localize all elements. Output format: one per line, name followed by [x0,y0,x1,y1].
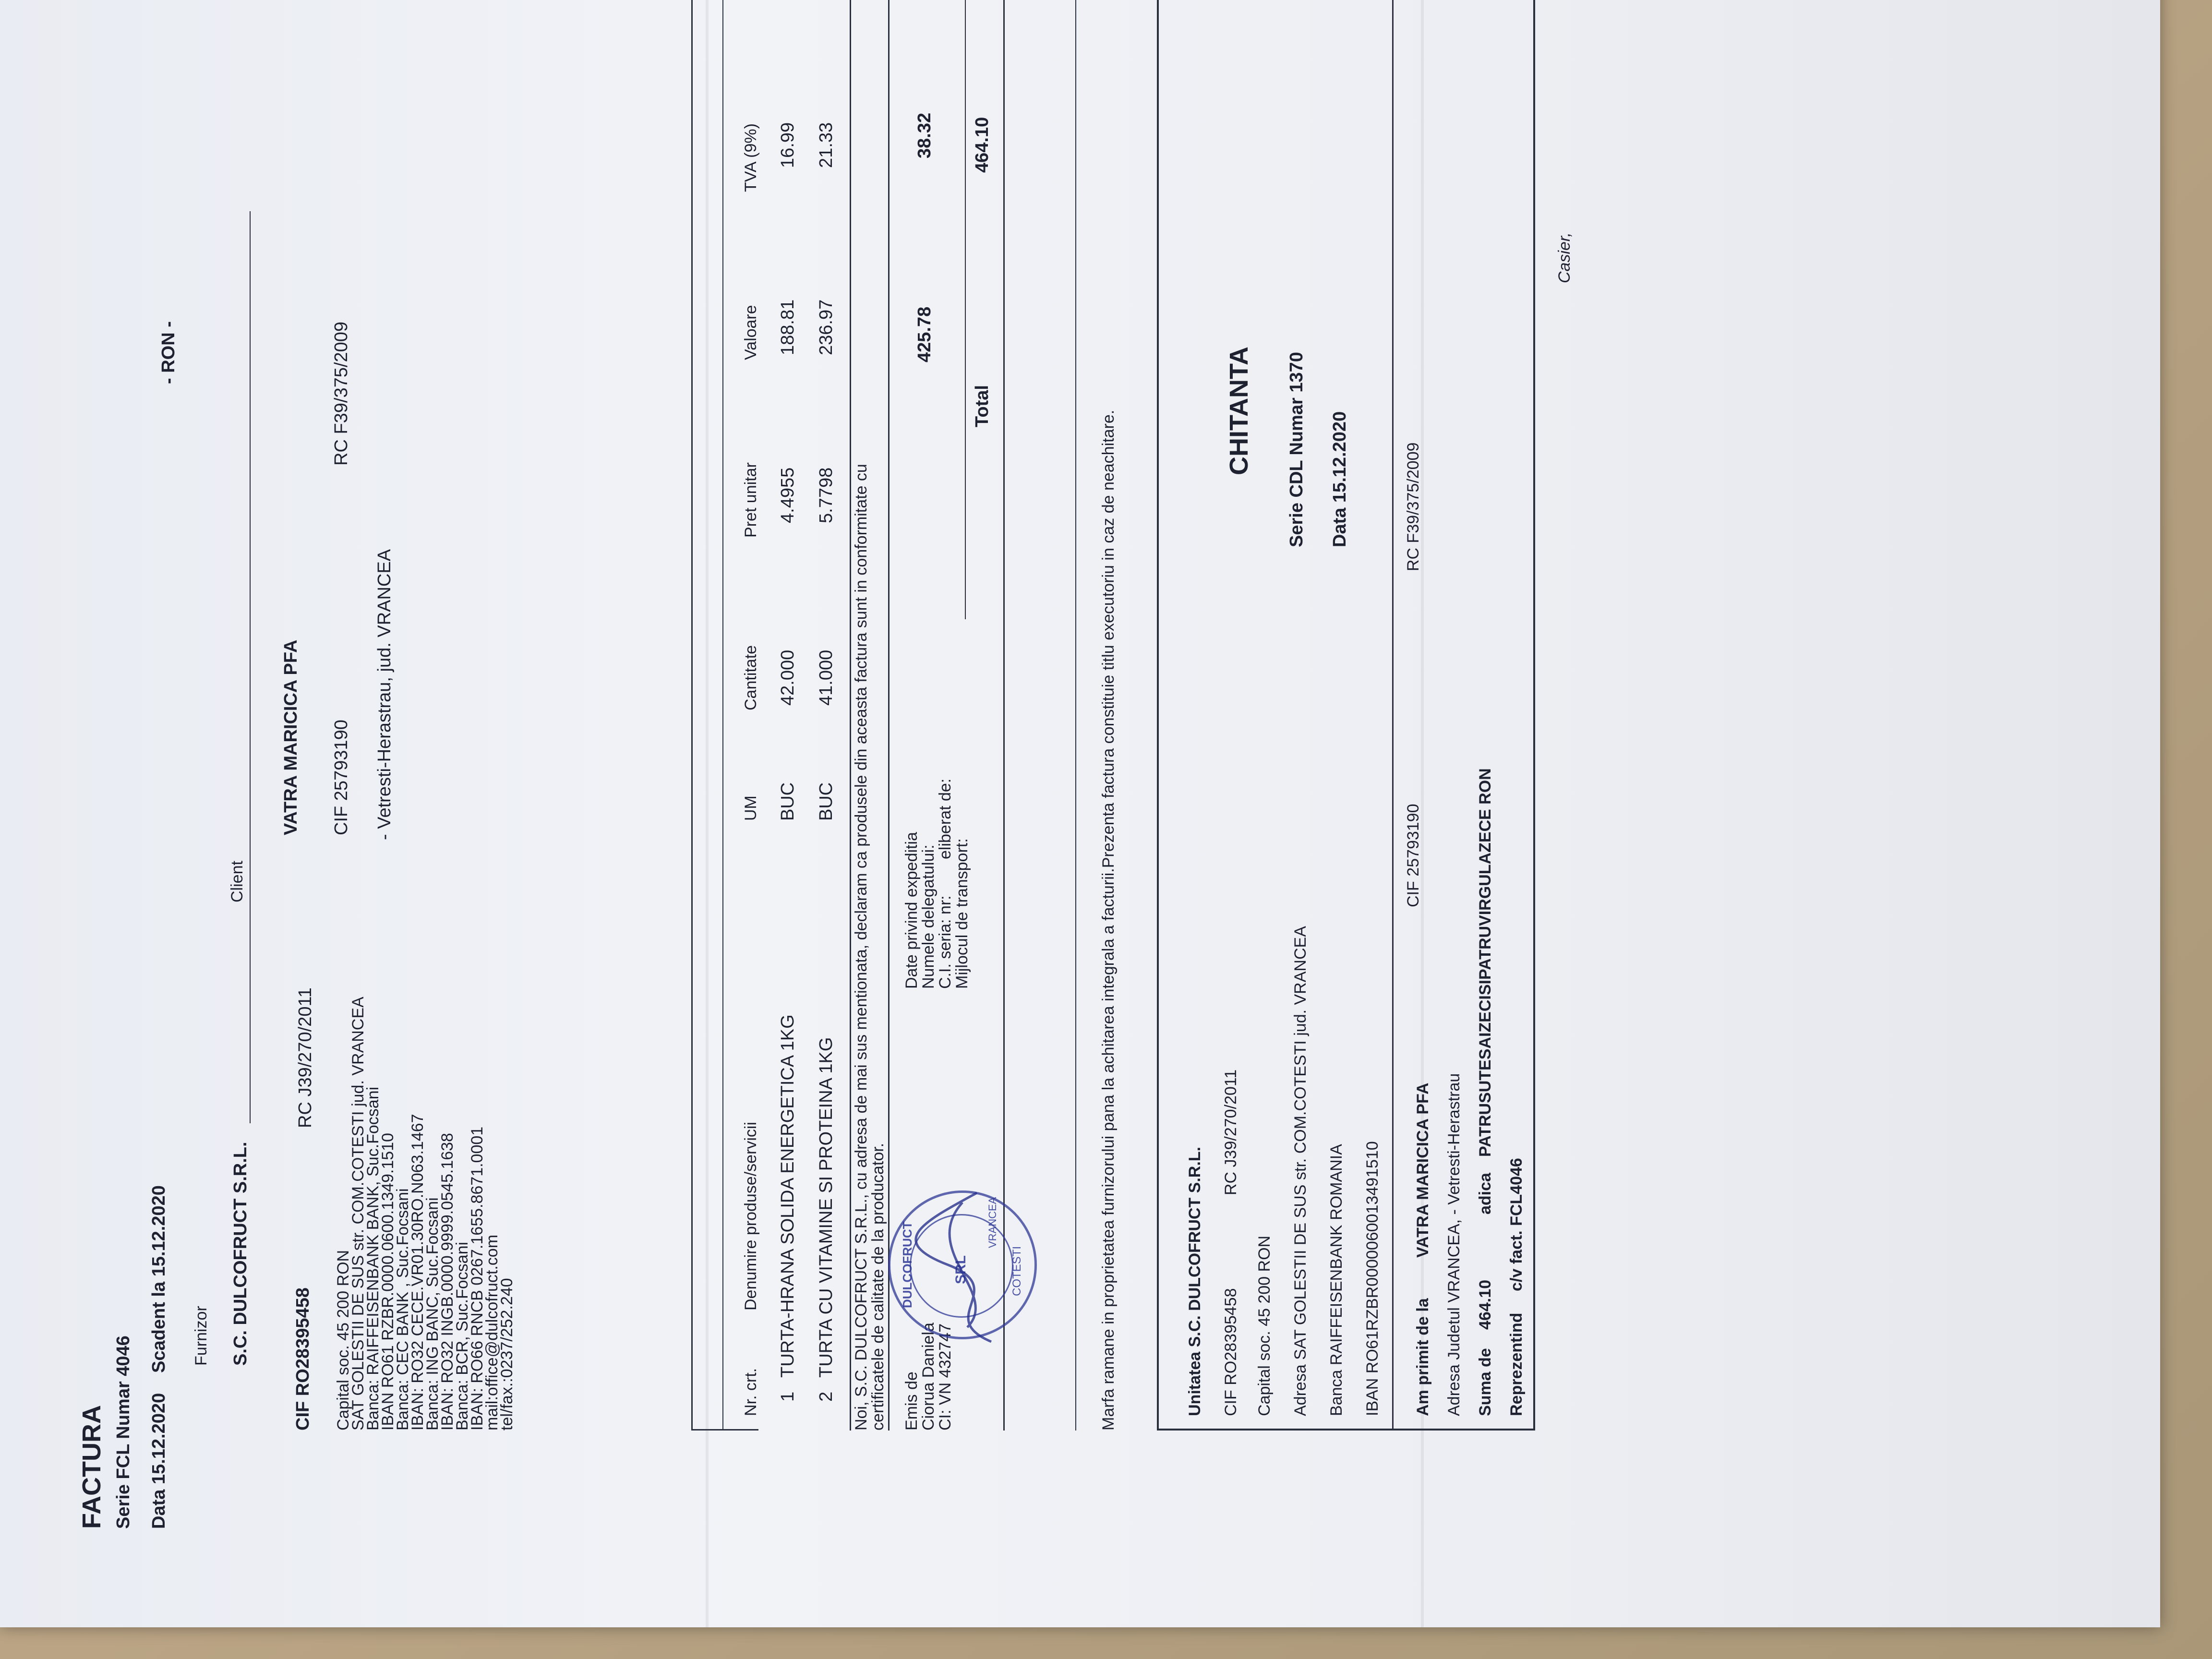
supplier-rc: RC J39/270/2011 [295,987,315,1128]
sum-words-label: adica [1476,1173,1494,1214]
row-nr: 2 [816,1391,836,1402]
supplier-detail-line: Banca: ING BANC, Suc.Focsani [423,1197,442,1431]
subtotal-vat: 38.32 [914,112,935,158]
ci-series-label: C.I. seria: nr: [936,895,954,989]
invoice-title: FACTURA [77,1405,106,1529]
issuer-name: Ciorua Daniela [919,1322,938,1431]
row-nr: 1 [778,1391,798,1402]
col-header-vat: TVA (9%) [742,123,760,192]
receipt-title: CHITANTA [1225,347,1253,475]
row-price: 4.4955 [778,467,798,523]
total-value: 464.10 [972,117,992,173]
sum-label: Suma de [1476,1348,1494,1416]
receipt-date: Data 15.12.2020 [1330,411,1350,547]
col-header-name: Denumire produse/servicii [742,1121,760,1310]
header-divider [250,211,251,1123]
col-header-um: UM [742,795,760,821]
client-address: - Vetresti-Herastrau, jud. VRANCEA [374,549,395,840]
table-left-border [691,1429,758,1431]
supplier-detail-line: Capital soc. 45 200 RON [334,1250,352,1431]
invoice-serie: Serie FCL Numar 4046 [113,1335,133,1529]
row-value: 188.81 [778,299,798,355]
received-from-label: Am primit de la [1414,1298,1432,1416]
subtotal-divider [965,0,966,619]
total-label: Total [972,385,992,427]
receipt-cif: CIF RO28395458 [1222,1288,1240,1416]
ownership-note: Marfa ramane in proprietatea furnizorului pana la achitarea integrala a facturii.Prezenta factura constituie titlu executoriu in caz de neachitare. [1099,409,1118,1431]
subtotal-value: 425.78 [914,306,935,362]
paper-fold [706,0,709,1627]
footer-top-divider [1075,0,1076,1431]
transport-label: Mijlocul de transport: [953,838,971,989]
supplier-detail-line: tel/fax.:0237/252.240 [498,1278,516,1431]
supplier-label: Furnizor [192,1306,210,1366]
row-vat: 16.99 [778,122,798,168]
client-name: VATRA MARICICA PFA [281,639,301,835]
delegate-name-label: Numele delegatului: [919,844,938,989]
receipt-unit: Unitatea S.C. DULCOFRUCT S.R.L. [1186,1146,1204,1416]
supplier-details [336,997,515,1431]
currency-label: - RON - [158,321,179,384]
receipt-rc: RC J39/270/2011 [1222,1069,1240,1195]
issuer-ci: CI: VN 432747 [936,1323,954,1431]
table-top-border [691,0,693,1431]
row-product: TURTA-HRANA SOLIDA ENERGETICA 1KG [778,1014,798,1378]
row-um: BUC [816,782,836,821]
supplier-name: S.C. DULCOFRUCT S.R.L. [230,1142,251,1366]
invoice-due-date: Scadent la 15.12.2020 [149,1185,169,1373]
company-stamp [888,1190,1037,1339]
receipt-iban: IBAN RO61RZBR0000060013491510 [1363,1141,1382,1416]
row-qty: 42.000 [778,649,798,706]
invoice-date: Data 15.12.2020 [149,1393,169,1529]
receipt-box [1157,0,1535,1431]
supplier-detail-line: Banca: RAIFFEISENBANK BANK, Suc.Focsani [364,1086,382,1431]
stamp-text-top: DULCOFRUCT [900,1221,914,1308]
declaration-divider [888,0,890,1431]
supplier-detail-line: Banca: CEC BANK , Suc.Focsani [394,1188,412,1431]
row-value: 236.97 [816,299,836,355]
row-um: BUC [778,782,798,821]
dispatch-title: Date privind expeditia [902,832,921,989]
issued-by-label: Emis de [902,1371,921,1431]
receipt-serie: Serie CDL Numar 1370 [1286,352,1307,547]
conformity-declaration-cont: certificatele de calitate de la producator. [869,1142,887,1431]
receipt-capital: Capital soc. 45 200 RON [1255,1235,1274,1416]
representing-value: c/v fact. FCL4046 [1507,1158,1526,1291]
supplier-detail-line: IBAN: RO32 INGB.0000.9999.0545.1638 [438,1133,457,1431]
sum-words: PATRUSUTESAIZECISIPATRUVIRGULAZECE RON [1476,768,1494,1157]
table-header-divider [722,0,723,1431]
stamp-text-side: VRANCEA [986,1197,998,1248]
cashier-label: Casier, [1555,232,1574,283]
col-header-qty: Cantitate [742,645,760,710]
client-cif: CIF 25793190 [331,720,351,835]
receipt-divider [1392,0,1394,1431]
sum-value: 464.10 [1476,1280,1494,1330]
row-product: TURTA CU VITAMINE SI PROTEINA 1KG [816,1037,836,1378]
supplier-detail-line: IBAN: RO32 CECE.VR01.30RO.N063.1467 [409,1114,427,1431]
supplier-detail-line: IBAN RO61 RZBR.0000.0600.1349.1510 [379,1133,397,1431]
row-vat: 21.33 [816,122,836,168]
issued-by-authority-label: eliberat de: [936,778,954,859]
col-header-value: Valoare [742,305,760,360]
row-qty: 41.000 [816,649,836,706]
conformity-declaration: Noi, S.C. DULCOFRUCT S.R.L., cu adresa de mai sus mentionata, declaram ca produsele din aceasta factura sunt in conformitate cu [852,464,870,1431]
col-header-price: Pret unitar [742,462,760,538]
supplier-detail-line: Banca: BCR, Suc.Focsani [453,1241,471,1431]
receipt-client-rc: RC F39/375/2009 [1404,442,1422,571]
received-from-name: VATRA MARICICA PFA [1414,1082,1432,1258]
supplier-detail-line: mail:office@dulcofruct.com [483,1234,501,1431]
receipt-bank: Banca RAIFFEISENBANK ROMANIA [1327,1144,1346,1416]
row-price: 5.7798 [816,467,836,523]
client-rc: RC F39/375/2009 [331,322,351,466]
col-header-nr: Nr. crt. [742,1368,760,1416]
supplier-detail-line: SAT GOLESTII DE SUS str. COM.COTESTI jud. VRANCEA [349,997,367,1431]
supplier-detail-line: IBAN: RO66 RNCB 0267.1655.8671.0001 [468,1126,486,1431]
receipt-client-address: Adresa Judetul VRANCEA, - Vetresti-Herastrau [1445,1073,1463,1416]
receipt-address: Adresa SAT GOLESTII DE SUS str. COM.COTESTI jud. VRANCEA [1291,926,1310,1416]
representing-label: Reprezentind [1507,1312,1526,1416]
table-rows-divider [850,0,851,1431]
stamp-text-center: SRL [953,1255,969,1284]
receipt-client-cif: CIF 25793190 [1404,804,1422,907]
stamp-text-bottom: COTESTI [1010,1246,1023,1296]
signature-scribble [905,1183,1020,1346]
supplier-cif: CIF RO28395458 [293,1287,313,1431]
client-label: Client [228,861,246,902]
